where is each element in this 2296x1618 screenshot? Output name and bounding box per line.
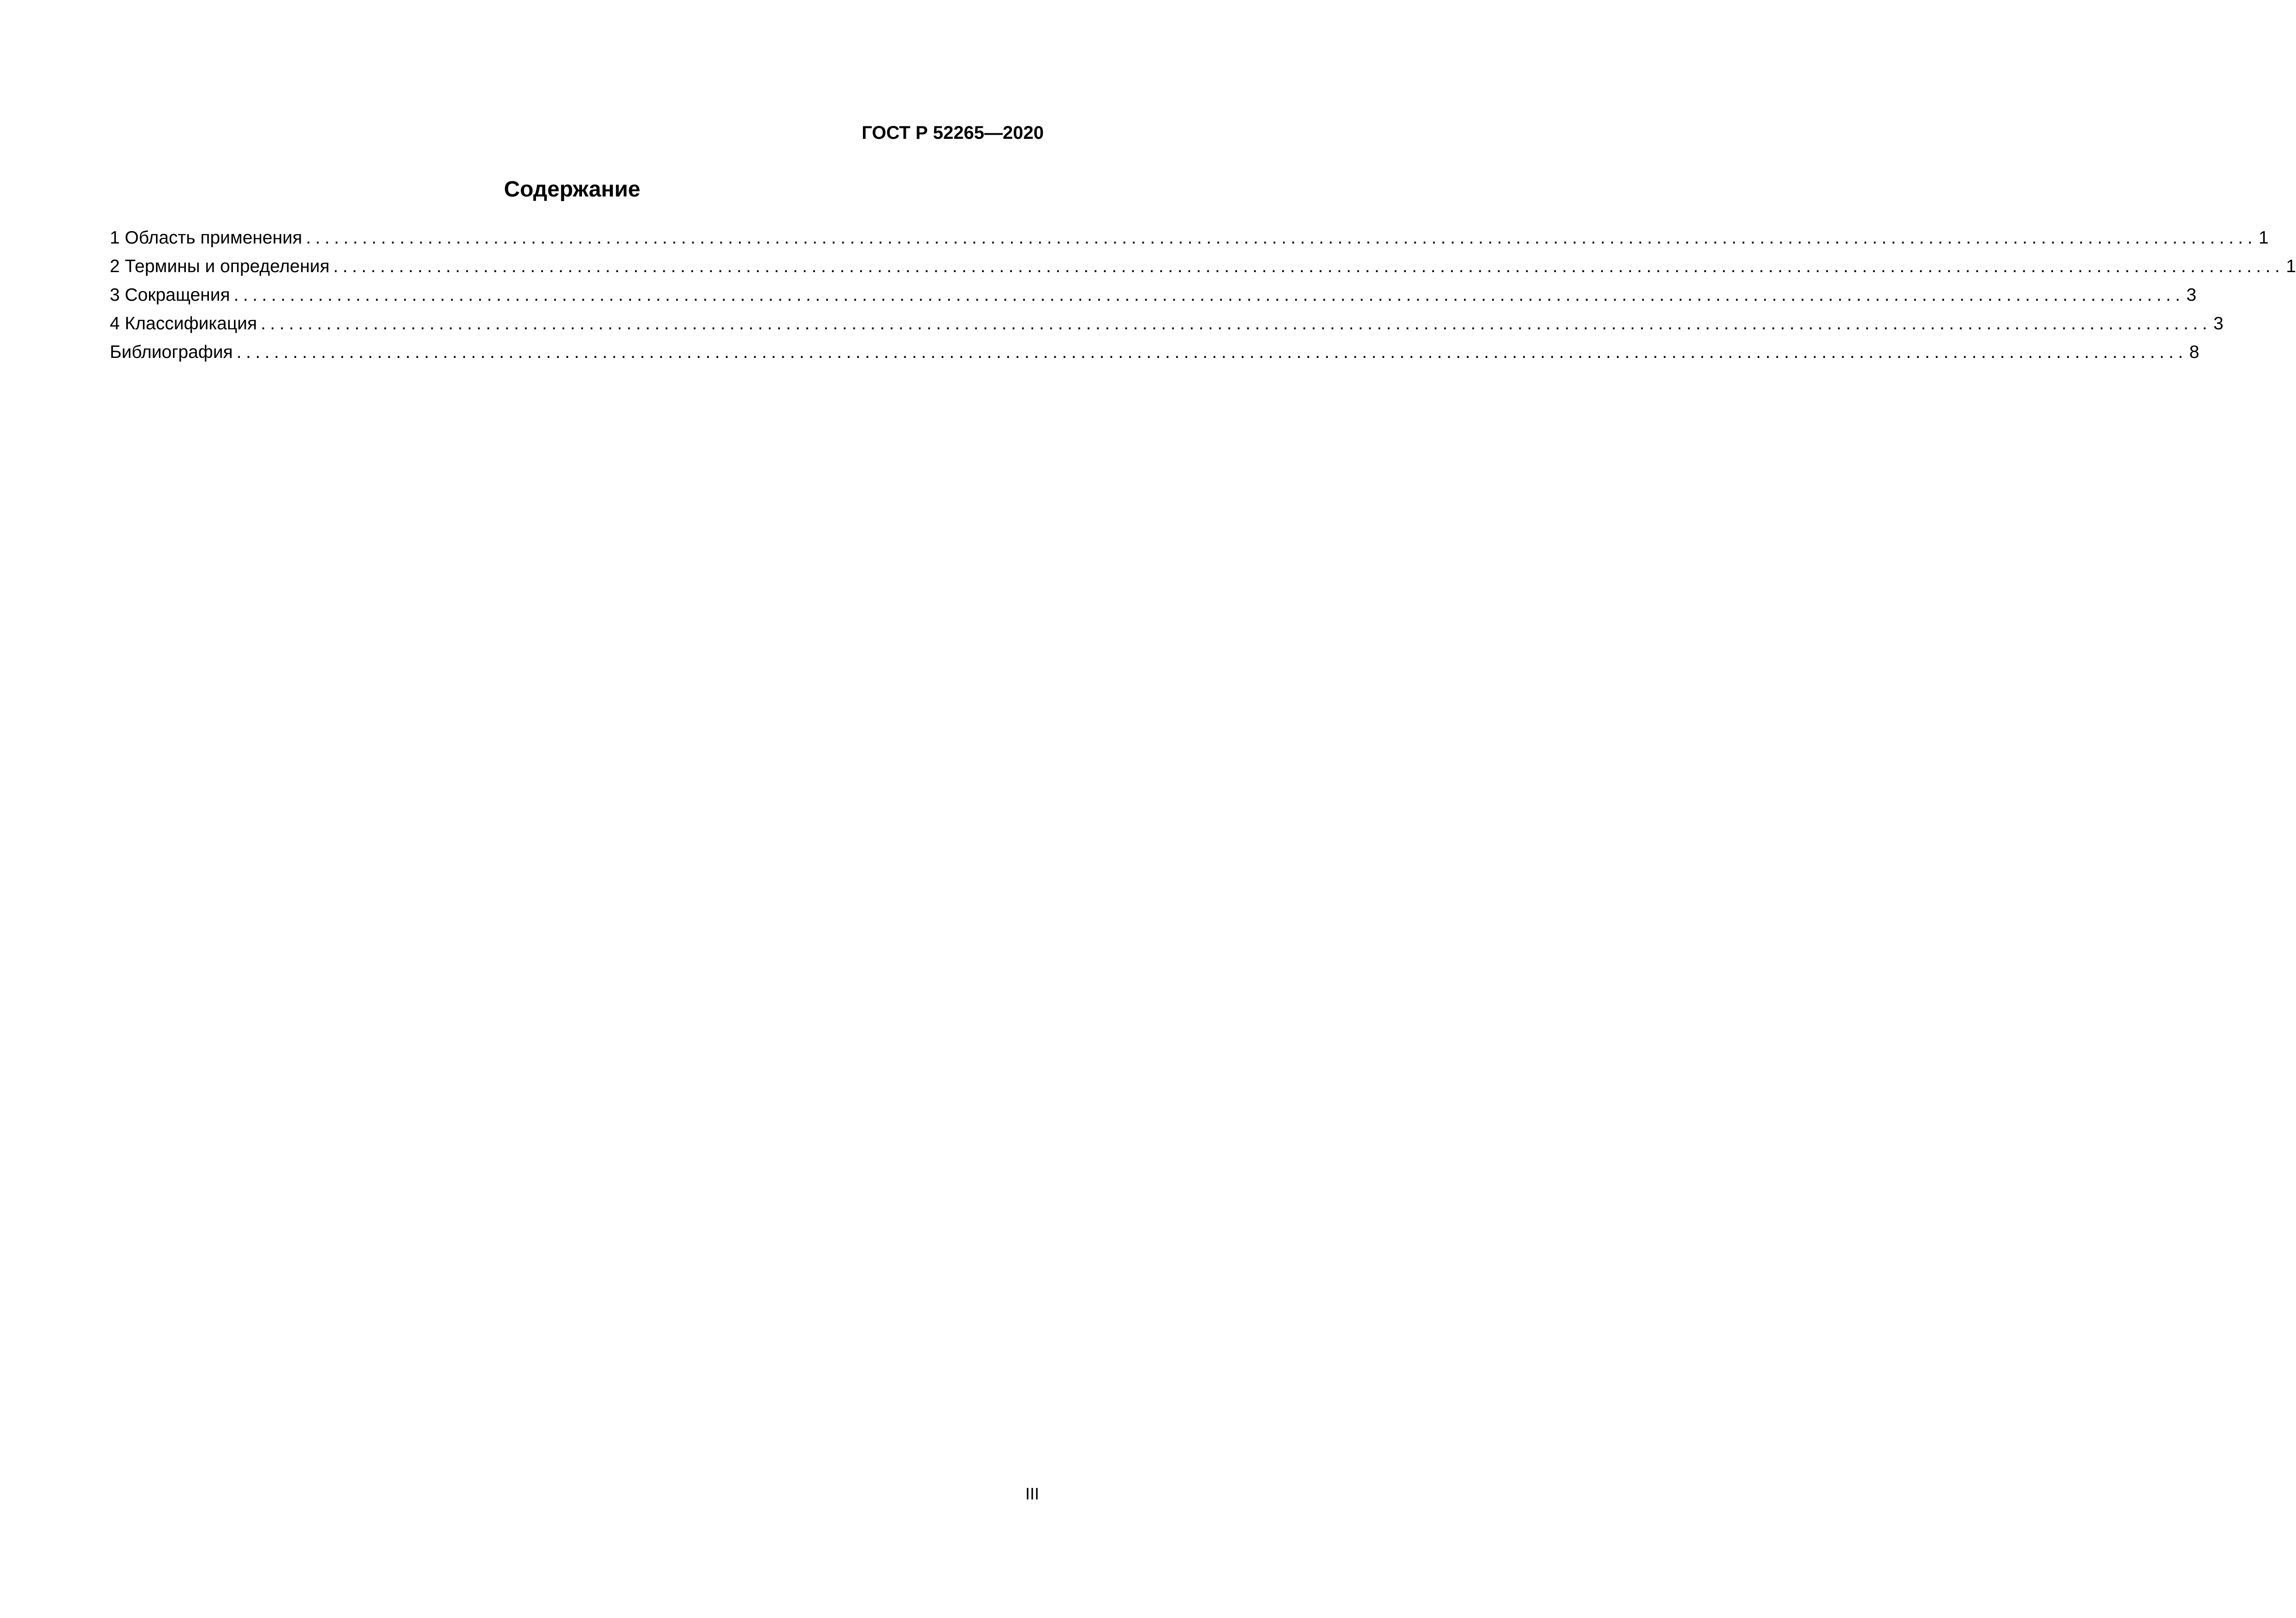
toc-item-page: 3 (2186, 285, 2197, 305)
document-code: ГОСТ Р 52265—2020 (862, 123, 1044, 143)
toc-leader-dots: ................................................................................................................................................................................................................ (261, 314, 2212, 333)
toc-item-page: 1 (2258, 228, 2269, 248)
toc-item-bibliography[interactable] (110, 338, 2200, 367)
toc-item-abbreviations[interactable] (110, 281, 2197, 309)
toc-item-label: 2 Термины и определения (110, 256, 330, 276)
toc-item-terms[interactable] (110, 252, 2296, 281)
toc-leader-dots: ................................................................................................................................................................................................................ (233, 285, 2185, 305)
toc-leader-dots: ................................................................................................................................................................................................................ (333, 256, 2284, 276)
toc-item-classification[interactable] (110, 309, 2224, 338)
toc-item-page: 1 (2286, 256, 2296, 276)
page-number: III (1025, 1484, 1039, 1503)
toc-item-page: 3 (2213, 314, 2224, 333)
toc-item-label: 4 Классификация (110, 314, 257, 333)
toc-item-scope[interactable] (110, 224, 2269, 252)
toc-leader-dots: ................................................................................................................................................................................................................ (236, 342, 2188, 362)
table-of-contents (110, 224, 2296, 367)
toc-item-page: 8 (2189, 342, 2200, 362)
toc-item-label: 1 Область применения (110, 228, 303, 248)
toc-leader-dots: ................................................................................................................................................................................................................ (306, 228, 2257, 248)
toc-item-label: 3 Сокращения (110, 285, 230, 305)
toc-item-label: Библиография (110, 342, 233, 362)
toc-title: Содержание (504, 177, 641, 202)
